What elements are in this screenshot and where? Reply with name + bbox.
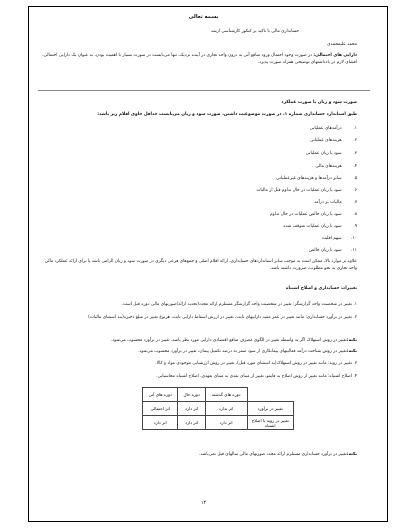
list-item: ۹. سود یا زیان عملیات متوقف شده	[283, 224, 357, 229]
list-item: ۶. سود یا زیان عملیات در حال تداوم قبل از مالیات	[256, 188, 357, 193]
table-cell: اثر دارد	[205, 416, 247, 430]
section-lead: طبق استاندارد حسابداری شماره ۱، در صورت موضوعیت داشتن، صورت سود و زیان می‌بایست حداقل حاوی اقلام زیر باشد:	[97, 112, 357, 117]
table-cell	[247, 388, 294, 402]
income-statement-note: علاوه بر موارد بالا، ممکن است به موجب سایر استانداردهای حسابداری، ارائه اقلام اصلی و جمع‌های فرعی دیگری در صورت سود و زیان الزامی باشد یا برای ارائه عملکرد مالی واحد تجاری به نحو مطلوب، ضرورت داشته باشد.	[44, 259, 357, 271]
document-subtitle: حسابداری مالی با تاکید بر کنکور کارشناسی ارشد	[210, 29, 299, 34]
list-item: ۳. تغییر در رویه: مانند تغییر در روش استهلاک(به استثنای مورد قبل)، تغییر در روش ارزشیابی موجودی مواد و کالا.	[155, 361, 357, 366]
list-item: ۲. تغییر در برآورد حسابداری: مانند تغییر در عمر مفید داراییهای ثابت، تغییر در ارزش اسقاط دارایی ثابت، هرنوع تغییر در مبلغ ذخیره(بند استثنای مالیات)	[88, 315, 357, 320]
note: نکته:تغییر در برآورد حسابداری مستلزم ارائه مجدد صورتهای مالی سالهای قبل نمی‌باشد.	[198, 452, 357, 457]
list-item: ۴. هزینه‌های مالی	[315, 164, 357, 169]
table-row-label: تغییر در برآورد	[247, 402, 294, 416]
table-row-label: تغییر در رویه یا اصلاح اشتباه	[247, 416, 294, 430]
table-header-row	[143, 388, 294, 402]
list-item: ۳. سود یا زیان عملیاتی	[305, 151, 357, 156]
table-cell: اثر دارد	[178, 402, 205, 416]
table-header-cell: دوره های آتی	[143, 388, 178, 402]
table-row	[143, 416, 294, 430]
intro-paragraph	[39, 53, 357, 66]
document-title: بسمه تعالی	[188, 14, 219, 20]
section-heading-income: صورت سود و زیان یا صورت عملکرد	[281, 100, 357, 105]
section-heading-changes: تغییرات حسابداری و اصلاح اشتباه	[285, 286, 357, 291]
table-header-cell: دوره حال	[178, 388, 205, 402]
list-item: ۷. مالیات بر درآمد	[314, 200, 357, 205]
table-cell: اثر دارد	[178, 416, 205, 430]
effects-table	[142, 387, 294, 430]
note: نکته:تغییر در روش استهلاک اگر به واسطه تغییر در الگوی مصرف منافع اقتصادی دارایی مورد نظر باشد، تغییر در برآورد محسوب می‌شود.	[110, 338, 357, 343]
intro-term: دارایی های احتمالی:	[313, 53, 357, 58]
list-item: ۸. سود یا زیان خالص عملیات در حال تداوم	[269, 212, 357, 217]
list-item: ۱۰. سهم اقلیت	[321, 236, 357, 241]
intro-text: در صورت وجود احتمال ورود منافع آتی به درون واحد تجاری در آینده نزدیک، تنها می‌بایست در صورت بسیار با اهمیت بودن، به عنوان یک دارایی احتمالی، افشای لازم در یادداشتهای توضیحی همراه صورت پذیرد.	[42, 53, 357, 65]
table-cell: اثر دارد	[143, 416, 178, 430]
author-name: محمد علیمحمدی	[327, 42, 357, 47]
table-cell: اثر ندارد	[205, 402, 247, 416]
page-number: ۱۴	[200, 500, 207, 506]
note: نکته:تغییر در روش شناخت درآمد فعالیتهای پیمانکاری از سود صفر به درصد تکمیل پیمان، تغییر در برآورد محسوب می‌شود.	[137, 349, 357, 354]
list-item: ۴. اصلاح اشتباه: مانند تغییر از روش اصلاح به فایفو، تغییر از مبنای نقدی به مبنای تعهدی، اصلاح اشتباه محاسباتی.	[156, 374, 357, 379]
divider	[38, 90, 370, 91]
list-item: ۱۱. سود یا زیان خالص	[309, 248, 357, 253]
table-header-cell: دوره های گذشته	[205, 388, 247, 402]
table-row	[143, 402, 294, 416]
list-item: ۵. سایر درآمدها و هزینه‌های غیرعملیاتی	[276, 176, 357, 181]
list-item: ۲. هزینه‌های عملیاتی	[310, 138, 357, 143]
list-item: ۱. تغییر در شخصیت واحد گزارشگر: تغییر در شخصیت واحد گزارشگر مستلزم ارائه مجدد(تجدید ارائه)صورتهای مالی دوره قبل است.	[121, 302, 357, 307]
table-cell: اثر احتمالی	[143, 402, 178, 416]
list-item: ۱. درآمدهای عملیاتی	[309, 126, 357, 131]
